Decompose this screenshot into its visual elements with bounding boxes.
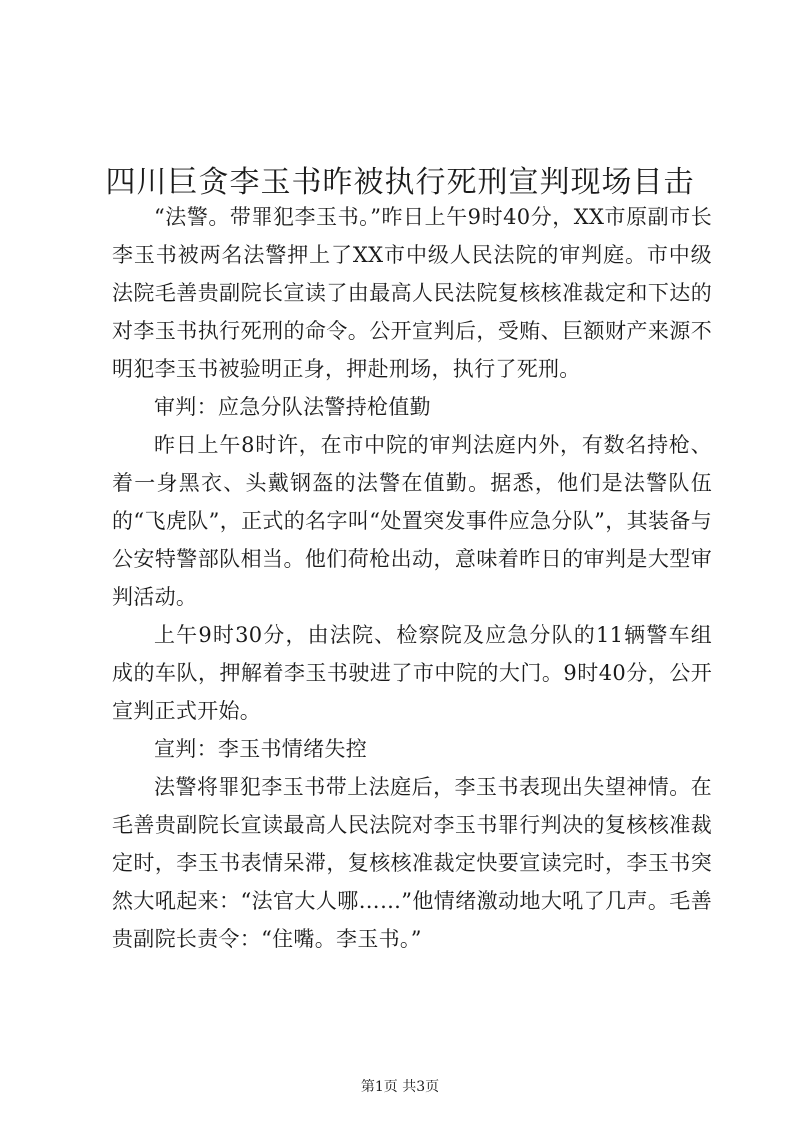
section-heading-verdict: 宣判：李玉书情绪失控 (154, 737, 367, 761)
document-body (112, 198, 712, 958)
paragraph-convoy: 上午9时30分，由法院、检察院及应急分队的11辆警车组成的车队，押解着李玉书驶进了市中院的大门。9时40分，公开宣判正式开始。 (112, 623, 712, 723)
paragraph-verdict: 法警将罪犯李玉书带上法庭后，李玉书表现出失望神情。在毛善贵副院长宣读最高人民法院对李玉书罪行判决的复核核准裁定时，李玉书表情呆滞，复核核准裁定快要宣读完时，李玉书突然大吼起来：“法官大人哪……”他情绪激动地大吼了几声。毛善贵副院长责令：“住嘴。李玉书。” (112, 775, 712, 951)
document-title: 四川巨贪李玉书昨被执行死刑宣判现场目击 (105, 165, 695, 201)
section-heading-trial: 审判：应急分队法警持枪值勤 (154, 395, 431, 419)
page-footer: 第1页 共3页 (360, 1079, 440, 1095)
paragraph-intro: “法警。带罪犯李玉书。”昨日上午9时40分，XX市原副市长李玉书被两名法警押上了XX市中级人民法院的审判庭。市中级法院毛善贵副院长宣读了由最高人民法院复核核准裁定和下达的对李玉书执行死刑的命令。公开宣判后，受贿、巨额财产来源不明犯李玉书被验明正身，押赴刑场，执行了死刑。 (112, 205, 712, 381)
paragraph-trial-guards: 昨日上午8时许，在市中院的审判法庭内外，有数名持枪、着一身黑衣、头戴钢盔的法警在值勤。据悉，他们是法警队伍的“飞虎队”，正式的名字叫“处置突发事件应急分队”，其装备与公安特警部队相当。他们荷枪出动，意味着昨日的审判是大型审判活动。 (112, 433, 712, 609)
